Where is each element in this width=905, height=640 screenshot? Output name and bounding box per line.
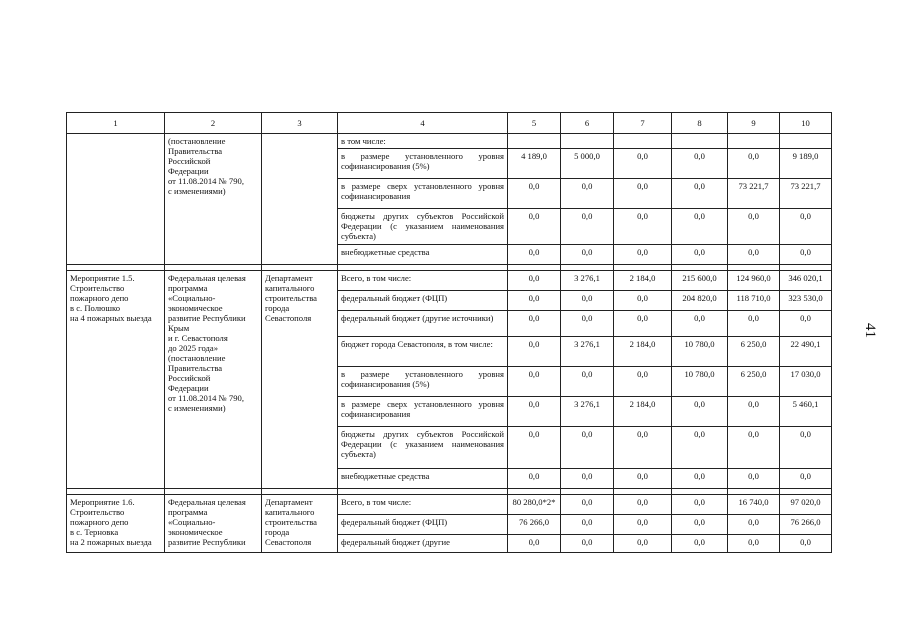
amount-cell: 73 221,7	[728, 179, 780, 209]
program-cell-line: (постановление	[168, 353, 226, 363]
program-cell-line: экономическое	[168, 303, 223, 313]
amount-cell: 0,0	[614, 495, 672, 515]
program-cell	[165, 271, 262, 489]
funding-source-label: в том числе:	[338, 134, 508, 149]
amount-cell: 0,0	[561, 245, 614, 265]
amount-cell: 0,0	[672, 469, 728, 489]
amount-cell: 16 740,0	[728, 495, 780, 515]
amount-cell: 0,0	[614, 179, 672, 209]
funding-source-label: федеральный бюджет (ФЦП)	[338, 515, 508, 535]
program-cell-line: Федерации	[168, 383, 209, 393]
table-row	[67, 271, 832, 291]
activity-name-cell	[67, 495, 165, 553]
amount-cell	[672, 134, 728, 149]
amount-cell: 0,0	[561, 311, 614, 337]
funding-source-label: в размере установленного уровня софинансирования (5%)	[338, 367, 508, 397]
executor-cell	[262, 271, 338, 489]
program-cell-line: Крым	[168, 323, 190, 333]
header-col-5: 5	[508, 113, 561, 134]
amount-cell: 0,0	[508, 291, 561, 311]
amount-cell: 0,0	[780, 311, 832, 337]
program-cell-line: от 11.08.2014 № 790,	[168, 176, 244, 186]
amount-cell: 4 189,0	[508, 149, 561, 179]
amount-cell: 0,0	[508, 469, 561, 489]
funding-source-label: Всего, в том числе:	[338, 495, 508, 515]
funding-source-label: бюджет города Севастополя, в том числе:	[338, 337, 508, 367]
header-col-3: 3	[262, 113, 338, 134]
header-col-4: 4	[338, 113, 508, 134]
funding-source-label: в размере установленного уровня софинансирования (5%)	[338, 149, 508, 179]
funding-source-label: в размере сверх установленного уровня софинансирования	[338, 397, 508, 427]
amount-cell: 0,0	[561, 469, 614, 489]
amount-cell: 0,0	[561, 515, 614, 535]
amount-cell: 323 530,0	[780, 291, 832, 311]
amount-cell: 0,0	[508, 397, 561, 427]
amount-cell: 0,0	[508, 179, 561, 209]
amount-cell: 0,0	[561, 291, 614, 311]
amount-cell: 0,0	[672, 149, 728, 179]
amount-cell: 0,0	[728, 311, 780, 337]
executor-cell-line: Севастополя	[265, 313, 312, 323]
activity-name-cell-line: Мероприятие 1.5.	[70, 273, 135, 283]
header-col-7: 7	[614, 113, 672, 134]
amount-cell: 0,0	[780, 469, 832, 489]
program-cell-line: Правительства	[168, 363, 223, 373]
funding-source-label: внебюджетные средства	[338, 245, 508, 265]
amount-cell: 346 020,1	[780, 271, 832, 291]
executor-cell-line: строительства	[265, 293, 317, 303]
amount-cell: 215 600,0	[672, 271, 728, 291]
program-cell	[165, 495, 262, 553]
program-cell	[165, 134, 262, 265]
header-col-1: 1	[67, 113, 165, 134]
amount-cell: 0,0	[508, 367, 561, 397]
amount-cell: 0,0	[614, 149, 672, 179]
amount-cell: 97 020,0	[780, 495, 832, 515]
executor-cell-line: города	[265, 303, 290, 313]
program-cell-line: до 2025 года»	[168, 343, 218, 353]
amount-cell: 0,0	[672, 427, 728, 469]
header-col-2: 2	[165, 113, 262, 134]
activity-name-cell-line: на 4 пожарных выезда	[70, 313, 152, 323]
funding-source-label: федеральный бюджет (ФЦП)	[338, 291, 508, 311]
program-cell-line: Федеральная целевая	[168, 273, 246, 283]
amount-cell: 0,0	[728, 245, 780, 265]
program-cell-line: программа	[168, 283, 208, 293]
amount-cell: 0,0	[614, 535, 672, 553]
activity-name-cell	[67, 271, 165, 489]
amount-cell: 0,0	[614, 209, 672, 245]
amount-cell	[508, 134, 561, 149]
amount-cell: 0,0	[728, 397, 780, 427]
amount-cell: 204 820,0	[672, 291, 728, 311]
header-col-9: 9	[728, 113, 780, 134]
amount-cell: 0,0	[672, 515, 728, 535]
amount-cell	[614, 134, 672, 149]
amount-cell: 3 276,1	[561, 337, 614, 367]
executor-cell-line: Департамент	[265, 273, 313, 283]
executor-cell-line: капитального	[265, 283, 315, 293]
amount-cell	[780, 134, 832, 149]
program-cell-line: (постановление	[168, 136, 226, 146]
funding-source-label: федеральный бюджет (другие источники)	[338, 311, 508, 337]
amount-cell: 22 490,1	[780, 337, 832, 367]
table-row	[67, 495, 832, 515]
amount-cell: 0,0	[561, 535, 614, 553]
program-cell-line: «Социально-	[168, 517, 216, 527]
amount-cell: 0,0	[561, 209, 614, 245]
amount-cell: 2 184,0	[614, 397, 672, 427]
amount-cell: 3 276,1	[561, 397, 614, 427]
amount-cell: 0,0	[614, 367, 672, 397]
amount-cell: 0,0	[561, 427, 614, 469]
activity-name-cell-line: пожарного депо	[70, 293, 129, 303]
executor-cell-line: строительства	[265, 517, 317, 527]
activity-name-cell-line: Строительство	[70, 283, 125, 293]
amount-cell: 0,0	[614, 245, 672, 265]
page-number: 41	[862, 323, 878, 338]
program-cell-line: с изменениями)	[168, 186, 226, 196]
amount-cell: 0,0	[780, 535, 832, 553]
funding-source-label: внебюджетные средства	[338, 469, 508, 489]
executor-cell-line: Департамент	[265, 497, 313, 507]
amount-cell: 0,0	[508, 209, 561, 245]
amount-cell: 0,0	[614, 427, 672, 469]
executor-cell	[262, 495, 338, 553]
funding-source-label: федеральный бюджет (другие	[338, 535, 508, 553]
amount-cell: 0,0	[614, 469, 672, 489]
activity-name-cell-line: на 2 пожарных выезда	[70, 537, 152, 547]
budget-table	[66, 112, 832, 553]
program-cell-line: Правительства	[168, 146, 223, 156]
amount-cell: 0,0	[672, 311, 728, 337]
activity-name-cell-line: пожарного депо	[70, 517, 129, 527]
program-cell-line: «Социально-	[168, 293, 216, 303]
program-cell-line: и г. Севастополя	[168, 333, 228, 343]
amount-cell: 2 184,0	[614, 271, 672, 291]
amount-cell: 6 250,0	[728, 367, 780, 397]
program-cell-line: развитие Республики	[168, 313, 246, 323]
amount-cell: 2 184,0	[614, 337, 672, 367]
executor-cell-line: города	[265, 527, 290, 537]
amount-cell: 0,0	[561, 367, 614, 397]
program-cell-line: развитие Республики	[168, 537, 246, 547]
amount-cell: 0,0	[672, 535, 728, 553]
amount-cell: 73 221,7	[780, 179, 832, 209]
amount-cell: 0,0	[614, 291, 672, 311]
activity-name-cell-line: в с. Терновка	[70, 527, 119, 537]
amount-cell: 0,0	[728, 535, 780, 553]
amount-cell: 6 250,0	[728, 337, 780, 367]
amount-cell: 0,0	[561, 179, 614, 209]
amount-cell: 124 960,0	[728, 271, 780, 291]
amount-cell: 9 189,0	[780, 149, 832, 179]
amount-cell: 76 266,0	[780, 515, 832, 535]
executor-cell	[262, 134, 338, 265]
header-col-8: 8	[672, 113, 728, 134]
funding-source-label: бюджеты других субъектов Российской Федерации (с указанием наименования субъекта)	[338, 209, 508, 245]
program-cell-line: с изменениями)	[168, 403, 226, 413]
amount-cell: 17 030,0	[780, 367, 832, 397]
activity-name-cell-line: Мероприятие 1.6.	[70, 497, 135, 507]
executor-cell-line: Севастополя	[265, 537, 312, 547]
amount-cell: 0,0	[508, 337, 561, 367]
header-row	[67, 113, 832, 134]
amount-cell: 5 000,0	[561, 149, 614, 179]
amount-cell: 10 780,0	[672, 337, 728, 367]
header-col-10: 10	[780, 113, 832, 134]
activity-name-cell	[67, 134, 165, 265]
amount-cell	[728, 134, 780, 149]
funding-source-label: в размере сверх установленного уровня софинансирования	[338, 179, 508, 209]
executor-cell-line: капитального	[265, 507, 315, 517]
amount-cell: 0,0	[728, 149, 780, 179]
activity-name-cell-line: в с. Полюшко	[70, 303, 121, 313]
amount-cell: 0,0	[614, 515, 672, 535]
amount-cell: 3 276,1	[561, 271, 614, 291]
amount-cell: 10 780,0	[672, 367, 728, 397]
header-col-6: 6	[561, 113, 614, 134]
amount-cell: 0,0	[728, 515, 780, 535]
amount-cell: 0,0	[780, 209, 832, 245]
amount-cell	[561, 134, 614, 149]
amount-cell: 0,0	[508, 245, 561, 265]
program-cell-line: экономическое	[168, 527, 223, 537]
amount-cell: 0,0	[672, 179, 728, 209]
amount-cell: 0,0	[672, 209, 728, 245]
program-cell-line: программа	[168, 507, 208, 517]
table-row	[67, 134, 832, 149]
amount-cell: 0,0	[728, 469, 780, 489]
program-cell-line: Федерации	[168, 166, 209, 176]
amount-cell: 0,0	[780, 427, 832, 469]
amount-cell: 0,0	[561, 495, 614, 515]
amount-cell: 0,0	[508, 535, 561, 553]
amount-cell: 0,0	[672, 397, 728, 427]
amount-cell: 0,0	[728, 427, 780, 469]
program-cell-line: Федеральная целевая	[168, 497, 246, 507]
amount-cell: 118 710,0	[728, 291, 780, 311]
amount-cell: 0,0	[508, 311, 561, 337]
amount-cell: 76 266,0	[508, 515, 561, 535]
funding-source-label: бюджеты других субъектов Российской Федерации (с указанием наименования субъекта)	[338, 427, 508, 469]
program-cell-line: Российской	[168, 156, 211, 166]
amount-cell: 0,0	[728, 209, 780, 245]
amount-cell: 0,0	[780, 245, 832, 265]
funding-source-label: Всего, в том числе:	[338, 271, 508, 291]
amount-cell: 5 460,1	[780, 397, 832, 427]
amount-cell: 0,0	[508, 271, 561, 291]
program-cell-line: Российской	[168, 373, 211, 383]
amount-cell: 0,0	[508, 427, 561, 469]
amount-cell: 0,0	[672, 245, 728, 265]
program-cell-line: от 11.08.2014 № 790,	[168, 393, 244, 403]
amount-cell: 80 280,0*2*	[508, 495, 561, 515]
amount-cell: 0,0	[672, 495, 728, 515]
amount-cell: 0,0	[614, 311, 672, 337]
activity-name-cell-line: Строительство	[70, 507, 125, 517]
